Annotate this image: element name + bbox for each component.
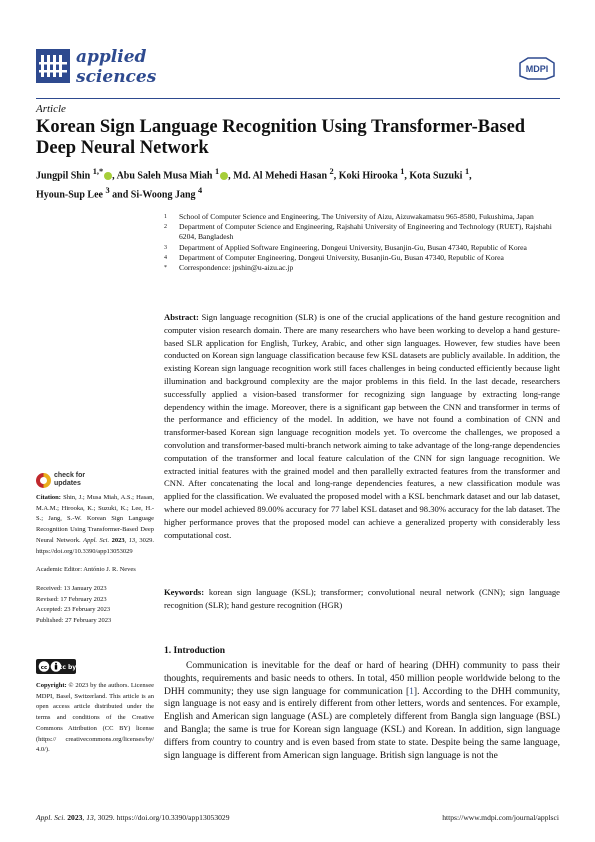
- check-updates-icon: [36, 473, 51, 488]
- author-line-1: [36, 164, 560, 183]
- header-divider: [36, 98, 560, 99]
- orcid-icon[interactable]: [104, 172, 112, 180]
- check-updates-line2: updates: [54, 480, 81, 487]
- keywords-text: korean sign language (KSL); transformer; convolutional neural network (CNN); sign language recognition (SLR); hand gesture recognition (HGR): [164, 587, 560, 610]
- author-sup: 2: [329, 167, 334, 176]
- author[interactable]: , Md. Al Mehedi Hasan: [228, 170, 330, 182]
- check-updates-label: [54, 472, 85, 488]
- dates: [36, 584, 154, 627]
- citation-text: Shin, J.; Musa Miah, A.S.; Hasan, M.A.M.; Hirooka, K.; Suzuki, K.; Lee, H.-S.; Jang, S.-W. Korean Sign Language Recognition Using Transformer-Based Deep Neural Network.: [36, 494, 154, 544]
- footer-journal-url[interactable]: https://www.mdpi.com/journal/applsci: [442, 813, 559, 822]
- academic-editor: Academic Editor: António J. R. Neves: [36, 566, 136, 574]
- footer-doi[interactable]: 3029. https://doi.org/10.3390/app13053029: [95, 813, 230, 822]
- introduction-section: [164, 646, 560, 762]
- introduction-text: [164, 660, 560, 762]
- author[interactable]: Jungpil Shin: [36, 170, 93, 182]
- affiliation-text: Department of Computer Science and Engineering, Rajshahi University of Engineering and Technology (RUET), Rajshahi 6204, Bangladesh: [179, 222, 552, 242]
- author[interactable]: , Abu Saleh Musa Miah: [112, 170, 215, 182]
- article-type: Article: [36, 103, 66, 115]
- author-line-2: [36, 183, 560, 202]
- date-revised: Revised: 17 February 2023: [36, 595, 107, 603]
- journal-logo: [36, 49, 70, 83]
- affiliation-item: [164, 212, 560, 222]
- author-separator: ,: [469, 170, 472, 182]
- section-heading: 1. Introduction: [164, 646, 226, 656]
- affiliations: [164, 212, 560, 273]
- copyright-notice: [36, 681, 154, 756]
- affiliation-item: [164, 222, 560, 242]
- affiliation-number: 4: [164, 254, 167, 261]
- orcid-icon[interactable]: [220, 172, 228, 180]
- author[interactable]: , Kota Suzuki: [404, 170, 465, 182]
- check-updates-line1: check for: [54, 472, 86, 479]
- keywords-label: Keywords:: [164, 587, 205, 597]
- affiliation-number: *: [164, 265, 167, 272]
- keywords: [164, 586, 560, 612]
- affiliation-item: [164, 243, 560, 253]
- citation-journal: Appl. Sci.: [83, 536, 110, 544]
- date-published: Published: 27 February 2023: [36, 617, 112, 625]
- footer-journal: Appl. Sci.: [36, 813, 66, 822]
- citation-year: 2023: [109, 536, 125, 544]
- author-list: [36, 164, 560, 203]
- author-sup: 3: [105, 186, 110, 196]
- affiliation-text: School of Computer Science and Engineering, The University of Aizu, Aizuwakamatsu 965-8580, Fukushima, Japan: [179, 212, 534, 221]
- affiliation-text: Department of Computer Engineering, Dongeui University, Busanjin-Gu, Busan 47340, Republic of Korea: [179, 252, 504, 262]
- author[interactable]: , Koki Hirooka: [333, 170, 401, 182]
- sidebar-info: [36, 493, 154, 635]
- cc-label: cc by: [58, 664, 76, 671]
- citation-doi[interactable]: 3029. https://doi.org/10.3390/app13053029: [36, 536, 154, 555]
- author-sup: 1,*: [92, 167, 104, 176]
- author[interactable]: and Si-Woong Jang: [109, 189, 199, 201]
- citation: [36, 493, 154, 557]
- author[interactable]: Hyoun-Sup Lee: [36, 189, 106, 201]
- author-sup: 1: [400, 167, 405, 176]
- abstract-label: Abstract:: [164, 312, 199, 322]
- footer-year: 2023: [65, 813, 83, 822]
- date-accepted: Accepted: 23 February 2023: [36, 606, 111, 614]
- intro-paragraph-part1: Communication is inevitable for the deaf or hard of hearing (DHH) community to pass their thoughts, requirements and basic needs to others. In total, 450 million people worldwide belong to the DHH community; they use sign language for communication [: [164, 661, 560, 697]
- affiliation-number: 3: [164, 244, 167, 251]
- affiliation-number: 2: [164, 224, 167, 231]
- date-received: Received: 13 January 2023: [36, 584, 107, 592]
- svg-text:cc: cc: [40, 664, 48, 671]
- correspondence: [164, 263, 560, 273]
- affiliation-item: [164, 253, 560, 263]
- journal-name-line1: applied: [76, 47, 147, 67]
- abstract-text: Sign language recognition (SLR) is one of the crucial applications of the hand gesture recognition and computer vision research domain. There are many researchers who have been working to develop a hand gesture-based SLR application for English, Turkey, Arabic, and other sign languages. However, few studies have been conducted on Korean sign language classification because few KSL datasets are publicly available. In addition, the existing Korean sign language recognition work still faces challenges in being conducted efficiently because light illumination and background complexity are the major problems in this field. In the last decade, researchers successfully applied a vision-based transformer for recognizing sign language by extracting long-range dependency within the image. Moreover, there is a significant gap between the CNN and transformer in terms of the performance and efficiency of the model. In addition, we have not found a combination of CNN and transformer-based Korean sign language recognition models yet. To overcome the challenges, we proposed a convolution and transformer-based multi-branch network aiming to take advantage of the long-range dependencies computation of the transformer and local feature calculation of the CNN for sign language recognition. We extracted initial features with the grained model and then parallelly extracted features from the transformer and CNN. After concatenating the local and long-range dependencies features, a new classification module was applied for the classification. We evaluated the proposed model with a KSL benchmark dataset and our lab dataset, where our model achieved 89.00% accuracy for 77 label KSL dataset and 98.30% accuracy for the lab dataset. The higher performance proves that the proposed model can achieve a generalized property with considerably less computational cost.: [164, 312, 560, 540]
- publisher-label: MDPI: [525, 64, 549, 74]
- mdpi-logo: [516, 56, 558, 80]
- reference-link[interactable]: 1: [409, 686, 414, 697]
- journal-name: [76, 47, 156, 87]
- paper-title: Korean Sign Language Recognition Using Transformer-Based Deep Neural Network: [36, 117, 526, 158]
- copyright-text: © 2023 by the authors. Licensee MDPI, Basel, Switzerland. This article is an open access article distributed under the terms and conditions of the Creative Commons Attribution (CC BY) license (https:// creativecommons.org/licenses/by/ 4.0/).: [36, 682, 154, 754]
- author-sup: 1: [214, 167, 220, 176]
- citation-volume: , 13,: [124, 536, 137, 544]
- intro-paragraph-part2: ]. According to the DHH community, sign language is not easy and is entirely different from other letters, words and sentences. For example, English and American sign language (ASL) are completely different from Bangla sign language (BSL) and Bangla; the same is true for Korean sign language (KSL) and Korean. In addition, sign language differs from country to country and is even based from state to state. Despite being the same language, sign language is different from American sign language. British sign language is not the: [164, 686, 560, 761]
- abstract: [164, 311, 560, 541]
- correspondence-text[interactable]: Correspondence: jpshin@u-aizu.ac.jp: [179, 263, 294, 273]
- cc-by-license-icon[interactable]: [36, 659, 76, 674]
- footer-citation: [36, 813, 230, 822]
- citation-label: Citation:: [36, 494, 61, 501]
- journal-name-line2: sciences: [76, 67, 157, 87]
- check-for-updates-button[interactable]: [36, 473, 136, 489]
- affiliation-number: 1: [164, 214, 167, 220]
- copyright-label: Copyright:: [36, 682, 67, 689]
- author-sup: 4: [198, 186, 203, 196]
- footer-volume: , 13,: [82, 813, 96, 822]
- author-sup: 1: [464, 167, 470, 176]
- affiliation-text: Department of Applied Software Engineering, Dongeui University, Busanjin-Gu, Busan 47340, Republic of Korea: [179, 242, 527, 252]
